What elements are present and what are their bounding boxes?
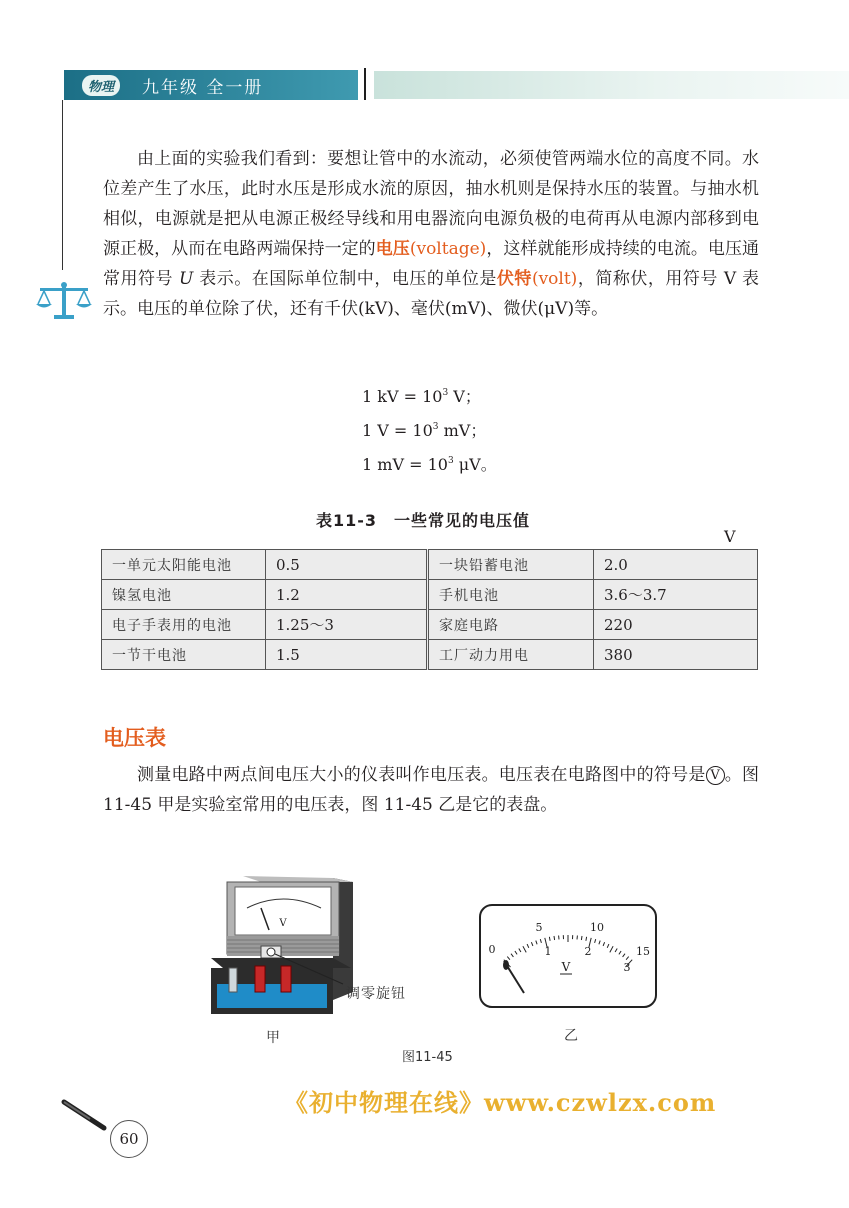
formula-mv: 1 mV = $10^3$ μV。 [362, 455, 497, 474]
dial-inner-label: 3 [623, 961, 631, 974]
term-volt-en: (volt) [531, 269, 578, 289]
header-band [374, 71, 849, 99]
voltage-table [101, 549, 758, 670]
table-row [102, 550, 758, 580]
term-volt: 伏特 [496, 269, 532, 289]
table-cell-value: 1.25～3 [266, 610, 428, 640]
text-run: ，简称伏，用符号 V 表示。电压的单位除了伏，还有千伏(kV)、毫伏(mV)、微伏(μV)等。 [103, 269, 760, 319]
voltmeter-symbol-icon: V [706, 766, 725, 785]
table-cell-value: 3.6～3.7 [594, 580, 758, 610]
terminal-15v[interactable] [281, 966, 291, 992]
balance-scale-icon [34, 280, 94, 322]
meter-unit-label: V [279, 918, 287, 929]
table-row [102, 610, 758, 640]
table-cell-value: 220 [594, 610, 758, 640]
voltmeter-paragraph [103, 760, 759, 820]
page-number: 60 [110, 1120, 148, 1158]
unit-conversions [362, 378, 497, 480]
dial-tick [581, 936, 582, 940]
formula-v: 1 $V = 10^3$ mV； [362, 421, 487, 440]
dial-unit-label: V [561, 960, 571, 974]
table-cell-value: 380 [594, 640, 758, 670]
text-run: 测量电路中两点间电压大小的仪表叫作电压表。电压表在电路图中的符号是 [137, 765, 706, 785]
term-voltage: 电压 [375, 239, 410, 259]
formula-kv: 1 kV = $10^3$ V； [362, 387, 481, 406]
subject-badge: 物理 [82, 75, 120, 96]
table-cell-value: 1.5 [266, 640, 428, 670]
table-row [102, 580, 758, 610]
dial-inner-label: 2 [584, 945, 592, 958]
zero-adjust-knob[interactable] [267, 948, 275, 956]
dial-inner-label: 1 [544, 945, 552, 958]
table-cell-name: 电子手表用的电池 [102, 610, 266, 640]
table-caption: 表11-3 一些常见的电压值 [316, 511, 531, 530]
table-row [102, 640, 758, 670]
text-run: ，这样就能形成持续的电流。电压通常用符号 [103, 239, 760, 289]
dial-pivot [503, 960, 509, 970]
dial-outer-label: 15 [636, 945, 650, 958]
terminal-3v[interactable] [255, 966, 265, 992]
figure-label-yi: 乙 [564, 1028, 578, 1044]
table-cell-name: 一节干电池 [102, 640, 266, 670]
page-header [64, 70, 358, 100]
term-voltage-en: (voltage) [409, 239, 487, 259]
text-run: 。图 11-45 甲是实验室常用的电压表，图 11-45 乙是它的表盘。 [103, 765, 760, 815]
dial-tick [554, 936, 555, 940]
grade-label: 九年级 全一册 [142, 78, 264, 98]
voltage-symbol: U [178, 269, 194, 289]
voltage-table-body [102, 550, 758, 670]
figure-caption: 图11-45 [402, 1050, 453, 1065]
dial-outer-label: 0 [488, 943, 496, 956]
site-watermark: 《初中物理在线》www.czwlzx.com [284, 1088, 717, 1117]
text-run: 由上面的实验我们看到：要想让管中的水流动，必须使管两端水位的高度不同。水位差产生了水压，此时水压是形成水流的原因，抽水机则是保持水压的装置。与抽水机相似，电源就是把从电源正极经导线和用电器流向电源负极的电荷再从电源内部移到电源正极，从而在电路两端保持一定的 [103, 149, 759, 259]
margin-line [62, 100, 63, 270]
table-cell-value: 0.5 [266, 550, 428, 580]
table-cell-name: 家庭电路 [428, 610, 594, 640]
header-separator [364, 68, 366, 100]
table-cell-name: 工厂动力用电 [428, 640, 594, 670]
meter-top [243, 876, 353, 882]
dial-tick [549, 937, 550, 941]
dial-outer-label: 5 [535, 921, 543, 934]
text-run: 表示。在国际单位制中，电压的单位是 [193, 269, 497, 289]
dial-tick [586, 937, 587, 941]
meter-vent [227, 936, 339, 956]
intro-paragraph [103, 144, 759, 324]
table-cell-name: 一块铅蓄电池 [428, 550, 594, 580]
figure-label-jia: 甲 [266, 1030, 280, 1046]
table-unit: V [724, 527, 736, 546]
table-cell-value: 2.0 [594, 550, 758, 580]
zero-knob-label: 调零旋钮 [346, 986, 406, 1002]
table-cell-value: 1.2 [266, 580, 428, 610]
terminal-negative[interactable] [229, 968, 237, 992]
dial-outer-label: 10 [590, 921, 604, 934]
dial-frame [480, 905, 656, 1007]
section-title: 电压表 [103, 726, 166, 750]
table-cell-name: 手机电池 [428, 580, 594, 610]
voltmeter-dial-figure [478, 903, 658, 1009]
table-cell-name: 一单元太阳能电池 [102, 550, 266, 580]
table-cell-name: 镍氢电池 [102, 580, 266, 610]
